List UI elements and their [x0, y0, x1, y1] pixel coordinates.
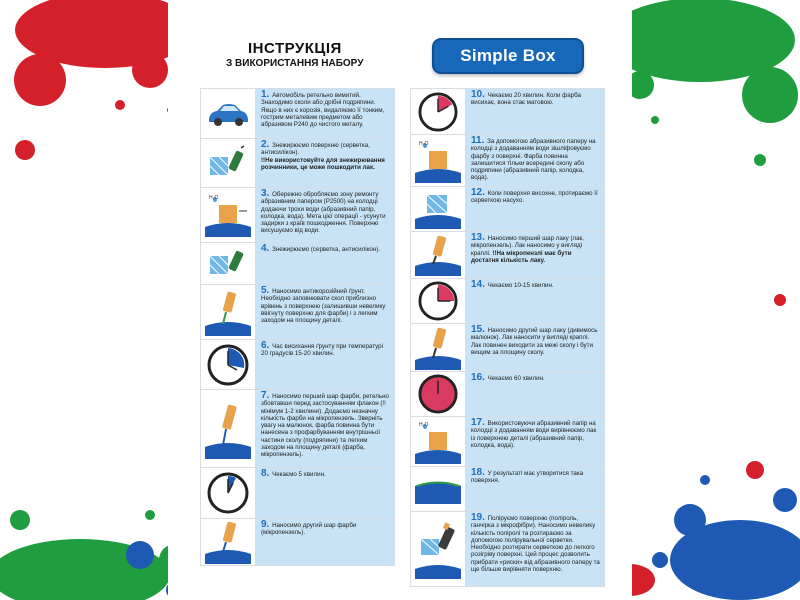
clock-icon [207, 472, 249, 514]
brush-icon [205, 288, 251, 336]
clock-icon [207, 344, 249, 386]
step-text: Коли поверхня висохне, протираємо її серветкою насухо. [471, 190, 598, 205]
step-number: 2. [261, 139, 270, 150]
polish-icon [415, 519, 461, 579]
step-text: Наносимо другий шар фарби (мікропензель). [261, 522, 357, 537]
step-7 [200, 389, 395, 467]
page-title: ІНСТРУКЦІЯ [248, 40, 342, 57]
svg-text:H₂O: H₂O [209, 195, 219, 201]
step-text: Поліруємо поверхню (поліроль, ганчірка з мікрофібри). Наносимо невелику кількість поліролі та розтираємо за допомогою полірувальної серветки. Необхідно розтирати серветкою до легкого розігріву поверхні. Цей процес дозволить прибрати «риски» від абразивного паперу та ще більше вирівняти поверхню. [471, 515, 600, 574]
brush-icon [415, 326, 461, 370]
step-8 [200, 467, 395, 518]
step-number: 1. [261, 89, 270, 100]
surface-icon [415, 474, 461, 504]
step-text: Автомобіль ретельно вимитий. Знаходимо сколи або дрібні подряпини. Якщо в них є корозія, видаляємо її тонким, гострим металевим предметом або абразивом P240 до чистого металу. [261, 92, 385, 129]
step-number: 3. [261, 188, 270, 199]
step-9 [200, 518, 395, 566]
step-19 [410, 511, 605, 587]
step-14 [410, 278, 605, 323]
step-number: 17. [471, 417, 485, 428]
degrease-icon [205, 246, 251, 282]
step-text: Чекаємо 60 хвилин. [487, 375, 545, 382]
brand-logo: Simple Box [432, 38, 584, 74]
step-number: 16. [471, 372, 485, 383]
step-number: 4. [261, 243, 270, 254]
step-1 [200, 88, 395, 138]
step-number: 8. [261, 468, 270, 479]
svg-text:H₂O: H₂O [419, 140, 429, 147]
step-number: 13. [471, 232, 485, 243]
page-subtitle: З ВИКОРИСТАННЯ НАБОРУ [226, 58, 364, 69]
step-13 [410, 231, 605, 278]
step-17 [410, 416, 605, 466]
step-text: Наносимо антикорозійний ґрунт. Необхідно заповнювати скол приблизно врівень з поверхнею (залишивши невелику ввігнуту поверхню для фарби) і з легким заходом на площину деталі. [261, 288, 386, 325]
step-11 [410, 134, 605, 186]
brush-icon [205, 399, 251, 459]
step-number: 15. [471, 324, 485, 335]
step-text: Чекаємо 5 хвилин. [272, 471, 326, 478]
clock-icon [418, 281, 458, 321]
step-text: Наносимо перший шар лаку (лак, мікропензель). Лак наносимо у вигляді краплі. [471, 235, 584, 257]
step-2 [200, 138, 395, 187]
step-text: У результаті має утворитися така поверхня. [471, 470, 584, 485]
step-warning: !!На мікропензлі має бути достатня кількість лаку. [471, 249, 572, 264]
step-number: 14. [471, 279, 485, 290]
sanding-icon [205, 193, 251, 237]
step-text: Використовуючи абразивний папір на колодці з додаванням води вирівнюємо лак із поверхнею деталі (абразивний папір, колодка, вода). [471, 420, 597, 449]
step-18 [410, 466, 605, 511]
step-10 [410, 88, 605, 134]
step-text: Знежирюємо (серветка, антисилікон). [272, 246, 380, 253]
clock-icon [418, 374, 458, 414]
step-number: 19. [471, 512, 485, 523]
sanding-icon [415, 420, 461, 464]
step-4 [200, 242, 395, 284]
step-12 [410, 186, 605, 231]
step-number: 6. [261, 340, 270, 351]
step-number: 12. [471, 187, 485, 198]
clock-icon [418, 92, 458, 132]
step-text: Час висихання ґрунту при температурі 20 градусів 15-20 хвилин. [261, 343, 383, 358]
step-text: Знежирюємо поверхню (серветка, антисилікон). [261, 142, 370, 157]
steps-column-right [410, 88, 605, 587]
wipe-icon [415, 189, 461, 229]
step-16 [410, 371, 605, 416]
brush-icon [415, 234, 461, 276]
step-5 [200, 284, 395, 339]
step-number: 7. [261, 390, 270, 401]
step-text: Чекаємо 10-15 хвилин. [487, 282, 554, 289]
step-15 [410, 323, 605, 371]
step-3 [200, 187, 395, 242]
step-number: 10. [471, 89, 485, 100]
step-text: За допомогою абразивного паперу на колодці з додаванням води зішліфовуємо фарбу з поверхні. Фарба повинна залишитися тільки всередині сколу або подряпини (абразивний папір, колодка, вода). [471, 138, 596, 182]
steps-column-left [200, 88, 395, 566]
car-icon [205, 99, 251, 129]
degrease-icon [205, 143, 251, 183]
step-number: 18. [471, 467, 485, 478]
step-text: Обережно обробляємо зону ремонту абразивним папером (P2500) на колодці додаючи трохи води (абразивний папір, колодка, вода). Мета цієї операції - усунути задирки з країв пошкодження. Поверхню висушуємо від води. [261, 191, 386, 235]
step-warning: !!Не використовуйте для знежирювання розчинники, це може пошкодити лак. [261, 156, 385, 171]
step-6 [200, 339, 395, 389]
step-text: Наносимо другий шар лаку (дивимось малюнок). Лак наносити у вигляді краплі. Лак повинен виходити за межі сколу і бути вищим за площину сколу. [471, 327, 598, 356]
svg-text:H₂O: H₂O [419, 421, 429, 428]
step-number: 9. [261, 519, 270, 530]
brush-icon [205, 520, 251, 564]
step-number: 11. [471, 135, 485, 146]
step-number: 5. [261, 285, 270, 296]
step-text: Чекаємо 20 хвилин. Коли фарба висихає, вона стає матовою. [471, 92, 581, 107]
sanding-icon [415, 139, 461, 183]
step-text: Наносимо перший шар фарби, ретельно збовтавши перед застосуванням флакон (!!мінімум 1-2 хвилини). Додаємо незначну кількість фарби на мікропензель. Зверніть увагу на малюнок, фарба повинна бути нанесена з профарбуванням внутрішньої частини сколу (подряпини) та легким заходом на площину деталі (фарба, мікропензель). [261, 393, 389, 459]
